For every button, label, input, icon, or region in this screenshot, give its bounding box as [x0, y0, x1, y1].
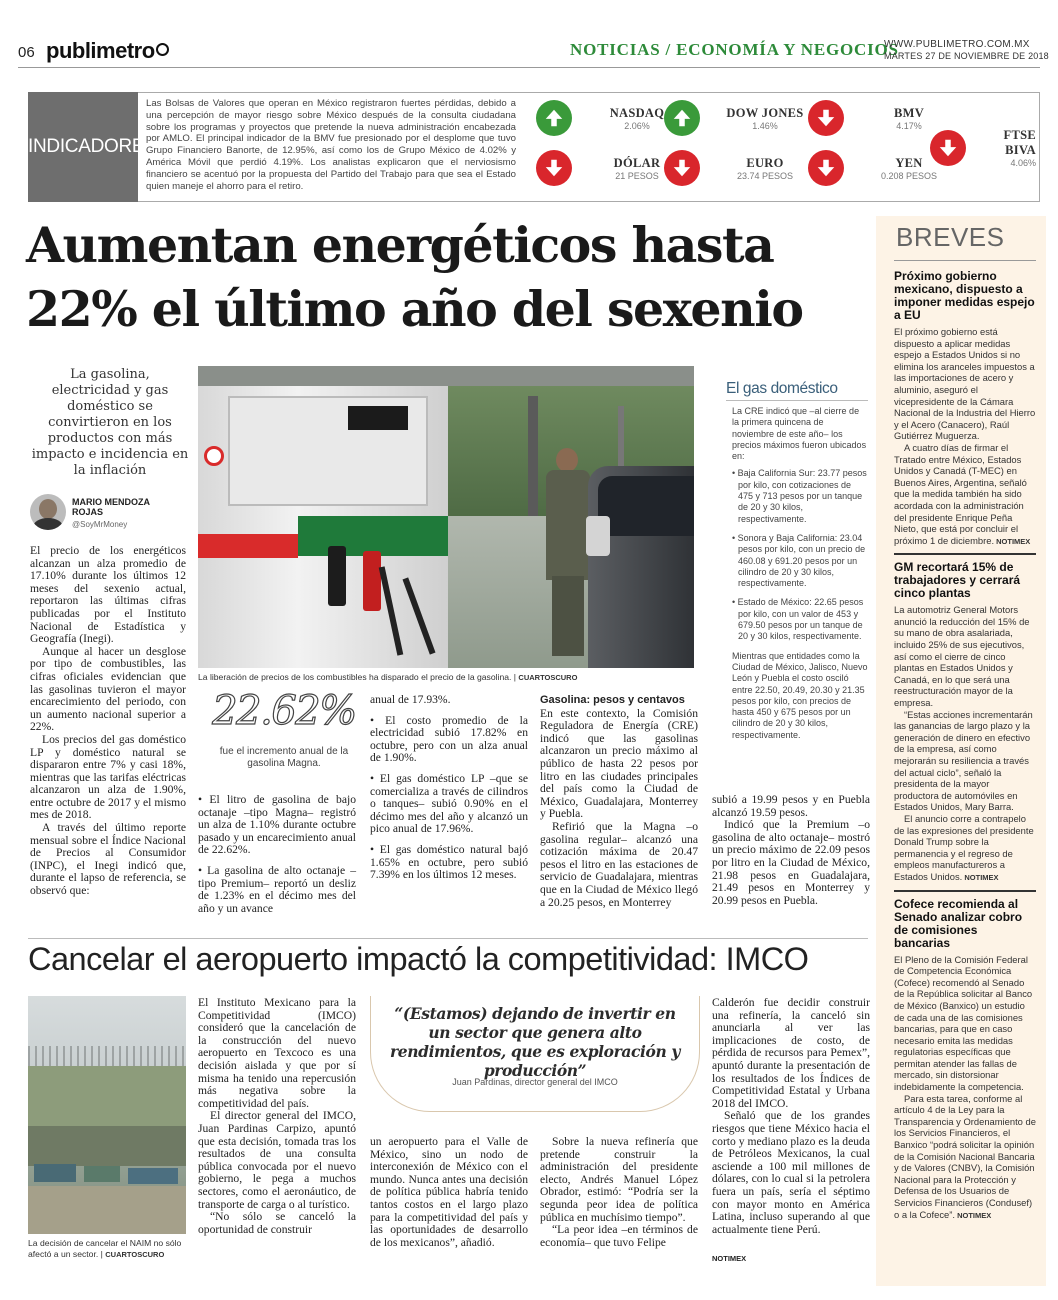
imco-col4-paragraph: Señaló que de los grandes riesgos que tiene México hacia el corto y mediano plazo es la deuda de Petróleos Mexicanos, la cual asciende a 100 mil millones de dólares, con lo cual si la petrolera fuera un país, sería el séptimo con mayor monto en América Latina, incluso superando al que actualmente tiene Perú.	[712, 1109, 870, 1236]
author-handle[interactable]: @SoyMrMoney	[72, 520, 128, 529]
breve-paragraph: “Estas acciones incrementarán las ganancias de largo plazo y la generación de dinero en efectivo de la empresa, así como mejorarán su resiliencia a través del actual ciclo”, señaló la presidenta de la mayor productora de automóviles en Estados Unidos, Mary Barra.	[894, 708, 1033, 813]
quote-box	[370, 996, 700, 1126]
gas-station-photo	[198, 366, 694, 668]
gas-title: El gas doméstico	[726, 380, 838, 397]
main-col3-paragraph: • El gas doméstico LP –que se comercializa a través de cilindros o tanques– subió 0.90% en el décimo mes del año y alcanzó un pico anual de 17.96%.	[370, 771, 528, 836]
breve-title: GM recortará 15% de trabajadores y cerrará cinco plantas	[894, 560, 1021, 601]
market-name: EURO	[746, 155, 784, 170]
main-photo-caption: La liberación de precios de los combustibles ha disparado el precio de la gasolina. | CUARTOSCURO	[198, 672, 578, 682]
market-ftse-biva	[930, 128, 1058, 168]
market-value: 4.17%	[896, 120, 922, 131]
issue-date: MARTES 27 DE NOVIEMBRE DE 2018	[884, 51, 1049, 61]
breve-item	[894, 553, 1036, 883]
airport-photo-caption: La decisión de cancelar el NAIM no sólo afectó a un sector. | CUARTOSCURO	[28, 1238, 182, 1259]
main-col1-paragraph: El precio de los energéticos alcanzan un alza promedio de 17.10% durante los últimos 12 meses del sexenio actual, reportaron las últimas cifras publicadas por el Instituto Nacional de Estadística y Geografía (Inegi).	[30, 544, 186, 646]
market-value: 4.06%	[1010, 158, 1036, 168]
airport-photo	[28, 996, 186, 1234]
imco-col1-paragraph: El Instituto Mexicano para la Competitividad (IMCO) consideró que la cancelación de la construcción del nuevo aeropuerto en Texcoco es una decisión aislada y que por sí misma ha tenido una repercusión más negativa sobre la competitividad del país.	[198, 996, 356, 1110]
breve-source: NOTIMEX	[994, 536, 1031, 546]
gas-closing: Mientras que entidades como la Ciudad de México, Jalisco, Nuevo León y Puebla el costo osciló entre 22.50, 20.49, 20.30 y 21.35 pesos por kilo, con precios de hasta 450 y 675 pesos por un cilindro de 20 y 30 kilos, respectivamente.	[732, 650, 868, 740]
breve-paragraph: El próximo gobierno está dispuesto a aplicar medidas espejo a Estados Unidos si no elimina los aranceles impuestos a las importaciones de acero y aluminio, aseguró el vicepresidente de la Cámara Nacional de la Industria del Hierro y el Acero (Canacero), Raúl Gutiérrez Muguerza.	[894, 326, 1036, 442]
main-col3-paragraph: • El gas doméstico natural bajó 1.65% en octubre, pero subió 7.39% en los últimos 12 meses.	[370, 842, 528, 882]
main-col2-paragraph: • El litro de gasolina de bajo octanaje –tipo Magna– registró un alza de 1.10% durante octubre pasado y un encarecimiento anual de 22.62%.	[198, 793, 356, 857]
gas-intro: La CRE indicó que –al cierre de la primera quincena de noviembre de este año– los precios máximos fueron ubicados en:	[732, 406, 867, 462]
breves-sidebar	[876, 216, 1046, 1286]
col4-subtitle: Gasolina: pesos y centavos	[540, 694, 685, 706]
gas-price-item: • Sonora y Baja California: 23.04 pesos por kilo, con un precio de 460.08 y 691.20 pesos por un cilindro de 20 y 30 kilos, respectivamente.	[732, 532, 866, 589]
gas-price-item: • Estado de México: 22.65 pesos por kilo, con un valor de 453 y 679.50 pesos por un tanque de 20 y 30 kilos, respectivamente.	[732, 597, 864, 642]
imco-headline: Cancelar el aeropuerto impactó la competitividad: IMCO	[28, 941, 809, 977]
main-col3-paragraph: anual de 17.93%.	[370, 693, 451, 706]
breve-paragraph: El anuncio corre a contrapelo de las expresiones del presidente Donald Trump sobre la permanencia y el regreso de empleos manufactureros a Estados Unidos. NOTIMEX	[894, 812, 1034, 882]
photo-credit: CUARTOSCURO	[518, 673, 578, 682]
author-avatar	[30, 494, 66, 530]
main-col5-paragraph: Indicó que la Premium –o gasolina de alto octanaje– mostró un precio máximo de 22.09 pesos por litro en la Ciudad de México, 21.98 pesos en Guadalajara, 21.49 pesos en Monterrey y 20.99 pesos en Puebla.	[712, 818, 870, 907]
imco-col1-paragraph: “No sólo se canceló la oportunidad de construir	[198, 1210, 356, 1236]
arrow-down-icon	[930, 130, 966, 166]
gas-sidebar	[712, 366, 872, 786]
market-value: 23.74 PESOS	[736, 170, 794, 181]
main-column-3	[370, 694, 528, 890]
arrow-up-icon	[536, 100, 572, 136]
market-name: BMV	[893, 105, 925, 120]
main-col1-paragraph: Los precios del gas doméstico LP y doméstico natural se dispararon entre 7% y casi 18%, mientras que las tarifas eléctricas alcanzaron un alza de 1.90%, entre octubre de 2017 y el mismo mes de 2018.	[30, 732, 186, 822]
page-header	[0, 0, 1058, 80]
arrow-down-icon	[808, 100, 844, 136]
breves-title: BREVES	[896, 222, 1005, 252]
gas-price-item: • Baja California Sur: 23.77 pesos por kilo, con cotizaciones de 475 y 713 pesos por un tanque de 20 y 30 kilos, respectivamente.	[732, 468, 867, 524]
main-column-1	[30, 545, 186, 898]
stat-value: 22.62%	[212, 688, 356, 734]
arrow-up-icon	[664, 100, 700, 136]
main-col4-paragraph: Refirió que la Magna –o gasolina regular– alcanzó una cotización máxima de 20.47 pesos el litro en las estaciones de servicio de Guadalajara, mientras que en la Ciudad de México llegó a 20.25 pesos, en Monterrey	[540, 819, 698, 909]
arrow-down-icon	[664, 150, 700, 186]
main-col2-paragraph: • La gasolina de alto octanaje –tipo Premium– reportó un desliz de 1.23% en el décimo mes del año y un avance	[198, 863, 356, 915]
imco-col2-paragraph: un aeropuerto para el Valle de México, sino un nodo de interconexión de México con el mundo. Nunca antes una decisión de política pública habría tenido tantos costos en el largo plazo para la competitividad del país y las oportunidades de desarrollo de los mexicanos”, añadió.	[370, 1135, 528, 1249]
globe-icon	[156, 43, 169, 56]
main-col5-paragraph: subió a 19.99 pesos y en Puebla alcanzó 19.59 pesos.	[712, 793, 870, 819]
indicadores-label: INDICADORES	[28, 136, 157, 157]
breve-source: NOTIMEX	[962, 872, 999, 882]
stat-label: fue el incremento anual de la gasolina Magna.	[219, 746, 349, 769]
main-col1-paragraph: Aunque al hacer un desglose por tipo de combustibles, las cifras oficiales evidencian que las gasolinas tuvieron el mayor encarecimiento del periodo, con un aumento nacional superior a 22%.	[30, 644, 186, 734]
page-number: 06	[18, 44, 35, 61]
market-name: FTSE BIVA	[1003, 128, 1036, 157]
breve-paragraph: A cuatro días de firmar el Tratado entre México, Estados Unidos y Canadá (T-MEC) en Buenos Aires, Argentina, señaló que la medida también ha sido acordada con la administración del presidente Enrique Peña Nieto, que está por concluir el próximo 1 de diciembre. NOTIMEX	[894, 441, 1031, 546]
indicadores-text: Las Bolsas de Valores que operan en México registraron fuertes pérdidas, debido a una percepción de mayor riesgo sobre México después de la consulta ciudadana sobre los programas y proyectos que pretende la nueva administración encabezada por AMLO. El principal indicador de la BMV fue presionado por el desplome que tuvo Grupo Financiero Banorte, de 12.95%, así como los de Grupo México de 4.02% y América Móvil que perdió 4.19%. Los analistas explicaron que el nerviosismo financiero se acentuó por la propuesta del Partido del Trabajo para que sea el Estado quien maneje el ahorro para el retiro.	[146, 98, 516, 192]
headline-line-1: Aumentan energéticos hasta	[26, 216, 774, 274]
imco-col1-paragraph: El director general del IMCO, Juan Pardinas Carpizo, apuntó que esta decisión, tomada tras los resultados de una consulta pública convocada por el nuevo gobierno, le pega a muchos sectores, como el aeronáutico, de transporte de carga o al turístico.	[198, 1109, 356, 1211]
arrow-down-icon	[808, 150, 844, 186]
breve-paragraph: La automotriz General Motors anunció la reducción del 15% de su mano de obra asalariada, incluido 25% de sus ejecutivos, así como el cierre de cinco plantas en Estados Unidos y Canadá, en lo que será una reestructuración mayor de la empresa.	[894, 604, 1030, 709]
imco-rule-top	[28, 938, 868, 939]
airport-photo-credit: CUARTOSCURO	[105, 1250, 165, 1259]
market-name: YEN	[895, 155, 923, 170]
main-column-2	[198, 794, 356, 923]
breve-paragraph: Para esta tarea, conforme al artículo 4 de la Ley para la Transparencia y Ordenamiento de los Servicios Financieros, el Banxico “podrá solicitar la opinión de la Comisión Nacional Bancaria y de Valores (CNBV), la Comisión Nacional para la Protección y Defensa de los Usuarios de Servicios Financieros (Condusef) o a la Cofece”. NOTIMEX	[894, 1092, 1036, 1220]
main-headline	[26, 213, 876, 341]
imco-col3-paragraph: Sobre la nueva refinería que pretende construir la administración del presidente electo, Andrés Manuel López Obrador, estimó: “Podría ser la segunda peor idea de política pública en muchísimo tiempo”.	[540, 1135, 698, 1224]
imco-column-4	[712, 997, 870, 1236]
header-rule	[18, 67, 1040, 68]
imco-column-2	[370, 1136, 528, 1249]
gas-body	[732, 406, 868, 741]
main-column-4	[540, 694, 698, 909]
indicadores-box	[28, 92, 1040, 202]
breve-item	[894, 890, 1036, 1222]
subhead: La gasolina, electricidad y gas doméstico se convirtieron en los productos con más impacto e incidencia en la inflación	[31, 367, 189, 478]
main-col1-paragraph: A través del último reporte mensual sobre el Índice Nacional de Precios al Consumidor (INPC), el Inegi indicó que, durante el lapso de referencia, se observó que:	[30, 821, 186, 898]
main-col4-paragraph: En este contexto, la Comisión Reguladora de Energía (CRE) indicó que las gasolinas alcanzaron un precio máximo al público de hasta 22 pesos por litro en las ciudades principales del país como la Ciudad de México, Guadalajara, Monterrey y Puebla.	[540, 706, 698, 821]
imco-column-3	[540, 1136, 698, 1249]
market-value: 1.46%	[752, 120, 778, 131]
author-name: MARIO MENDOZA ROJAS	[72, 497, 150, 517]
breves-list	[894, 264, 1036, 1221]
breve-item	[894, 264, 1036, 547]
imco-source: NOTIMEX	[712, 1254, 747, 1263]
breve-source: NOTIMEX	[954, 1210, 992, 1220]
breve-title: Cofece recomienda al Senado analizar cobro de comisiones bancarias	[894, 896, 1023, 950]
market-value: 0.208 PESOS	[880, 170, 938, 181]
market-value: 2.06%	[624, 120, 650, 131]
brand-logo[interactable]: publimetro	[46, 38, 169, 64]
breve-paragraph: El Pleno de la Comisión Federal de Competencia Económica (Cofece) recomendó al Senado de la República solicitar al Banco de México (Banxico) un estudio de cada una de las comisiones bancarias, para que en caso necesario emita las medidas regulatorias específicas que permitan atender las fallas de mercado, sin distorsionar indebidamente la competencia.	[894, 953, 1033, 1093]
main-column-5	[712, 794, 870, 907]
market-name: NASDAQ	[609, 105, 665, 120]
imco-column-1	[198, 997, 356, 1236]
quote-author: Juan Pardinas, director general del IMCO	[452, 1077, 618, 1087]
arrow-down-icon	[536, 150, 572, 186]
breve-title: Próximo gobierno mexicano, dispuesto a imponer medidas espejo a EU	[894, 269, 1035, 322]
headline-line-2: 22% el último año del sexenio	[26, 280, 803, 338]
quote-text: “(Estamos) dejando de invertir en un sector que genera alto rendimientos, que es exploración y producción”	[390, 1004, 680, 1080]
market-name: DÓLAR	[613, 155, 661, 170]
market-name: DOW JONES	[726, 105, 804, 120]
site-url[interactable]: WWW.PUBLIMETRO.COM.MX	[884, 39, 1030, 50]
market-value: 21 PESOS	[615, 170, 659, 181]
section-title: NOTICIAS / ECONOMÍA Y NEGOCIOS	[570, 40, 899, 59]
imco-col3-paragraph: “La peor idea –en términos de economía– que tuvo Felipe	[540, 1223, 698, 1249]
imco-col4-paragraph: Calderón fue decidir construir una refinería, la canceló sin anunciarla al ver las implicaciones de costo, de pérdida de recursos para Pemex”, apuntó durante la presentación de los resultados de los Índices de Competitividad Estatal y Urbana 2018 del IMCO.	[712, 996, 870, 1110]
main-col3-paragraph: • El costo promedio de la electricidad subió 17.82% en octubre, pero con un alza anual de 1.90%.	[370, 713, 528, 765]
